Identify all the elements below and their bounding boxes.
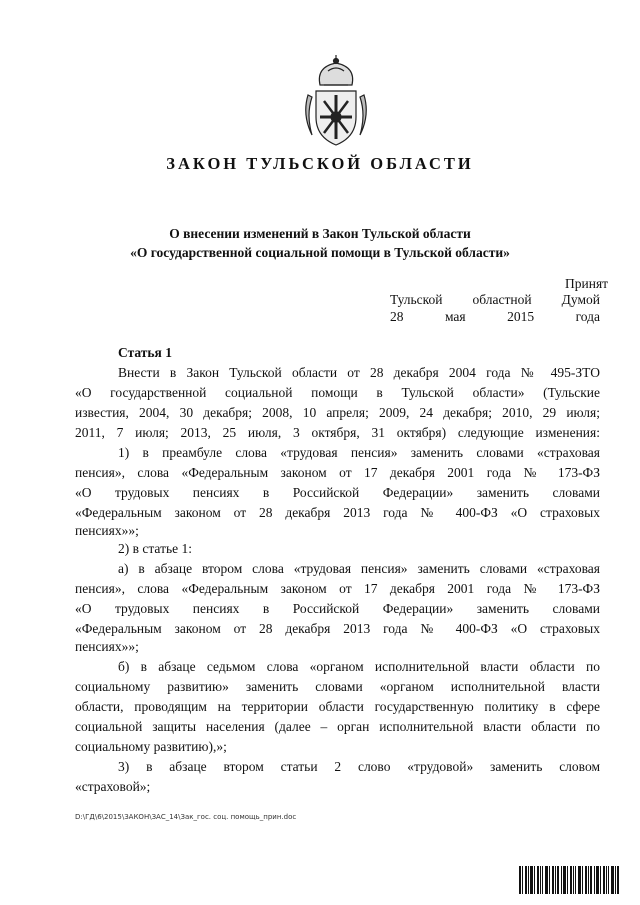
adopted-date — [390, 309, 600, 325]
article-line: социальному развитию),»; — [75, 739, 227, 754]
document-title: ЗАКОН ТУЛЬСКОЙ ОБЛАСТИ — [166, 154, 474, 173]
coat-of-arms-emblem — [298, 55, 374, 149]
adopted-word: Тульской — [390, 292, 443, 307]
adopted-word: Думой — [561, 292, 600, 307]
adopted-word: областной — [472, 292, 532, 307]
article-line: б) в абзаце седьмом слова «органом исполнительной власти области по — [118, 659, 600, 674]
article-line: «Федеральным законом от 28 декабря 2013 года № 400-ФЗ «О страховых — [75, 621, 600, 636]
adopted-date-suffix: года — [575, 309, 600, 324]
document-subtitle-line2: «О государственной социальной помощи в Тульской области» — [130, 245, 510, 260]
article-line: «О трудовых пенсиях в Российской Федерации» заменить словами — [75, 601, 600, 616]
article-line: Внести в Закон Тульской области от 28 декабря 2004 года № 495-ЗТО — [118, 365, 600, 380]
article-line: пенсия», слова «Федеральным законом от 17 декабря 2001 года № 173-ФЗ — [75, 465, 600, 480]
article-line: 2011, 7 июля; 2013, 25 июля, 3 октября, 31 октября) следующие изменения: — [75, 425, 600, 440]
article-heading: Статья 1 — [118, 345, 172, 360]
article-line: социальному развитию» заменить словами «органом исполнительной власти — [75, 679, 600, 694]
adopted-date-month: мая — [444, 309, 466, 324]
barcode — [519, 866, 619, 894]
document-subtitle-line1: О внесении изменений в Закон Тульской области — [169, 226, 471, 241]
article-line: пенсиях»»; — [75, 523, 139, 538]
adopted-date-day: 28 — [390, 309, 404, 324]
file-path-footer: D:\ГД\6\2015\ЗАКОН\ЗАС_14\Зак_гос. соц. помощь_прин.doc — [75, 813, 297, 821]
adopted-by-duma — [390, 292, 600, 308]
article-line: «Федеральным законом от 28 декабря 2013 года № 400-ФЗ «О страховых — [75, 505, 600, 520]
article-line: 1) в преамбуле слова «трудовая пенсия» заменить словами «страховая — [118, 445, 600, 460]
article-line: 2) в статье 1: — [118, 541, 192, 556]
article-line: 3) в абзаце втором статьи 2 слово «трудовой» заменить словом — [118, 759, 600, 774]
article-line: пенсия», слова «Федеральным законом от 17 декабря 2001 года № 173-ФЗ — [75, 581, 600, 596]
adopted-label: Принят — [565, 276, 609, 291]
article-line: а) в абзаце втором слова «трудовая пенсия» заменить словами «страховая — [118, 561, 600, 576]
article-line: «страховой»; — [75, 779, 151, 794]
article-line: «О государственной социальной помощи в Тульской области» (Тульские — [75, 385, 600, 400]
article-line: области, проводящим на территории области государственную политику в сфере — [75, 699, 600, 714]
article-line: известия, 2004, 30 декабря; 2008, 10 апреля; 2009, 24 декабря; 2010, 29 июля; — [75, 405, 600, 420]
article-line: «О трудовых пенсиях в Российской Федерации» заменить словами — [75, 485, 600, 500]
adopted-date-year: 2015 — [507, 309, 535, 324]
article-line: пенсиях»»; — [75, 639, 139, 654]
article-line: социальной защиты населения (далее – орган исполнительной власти области по — [75, 719, 600, 734]
